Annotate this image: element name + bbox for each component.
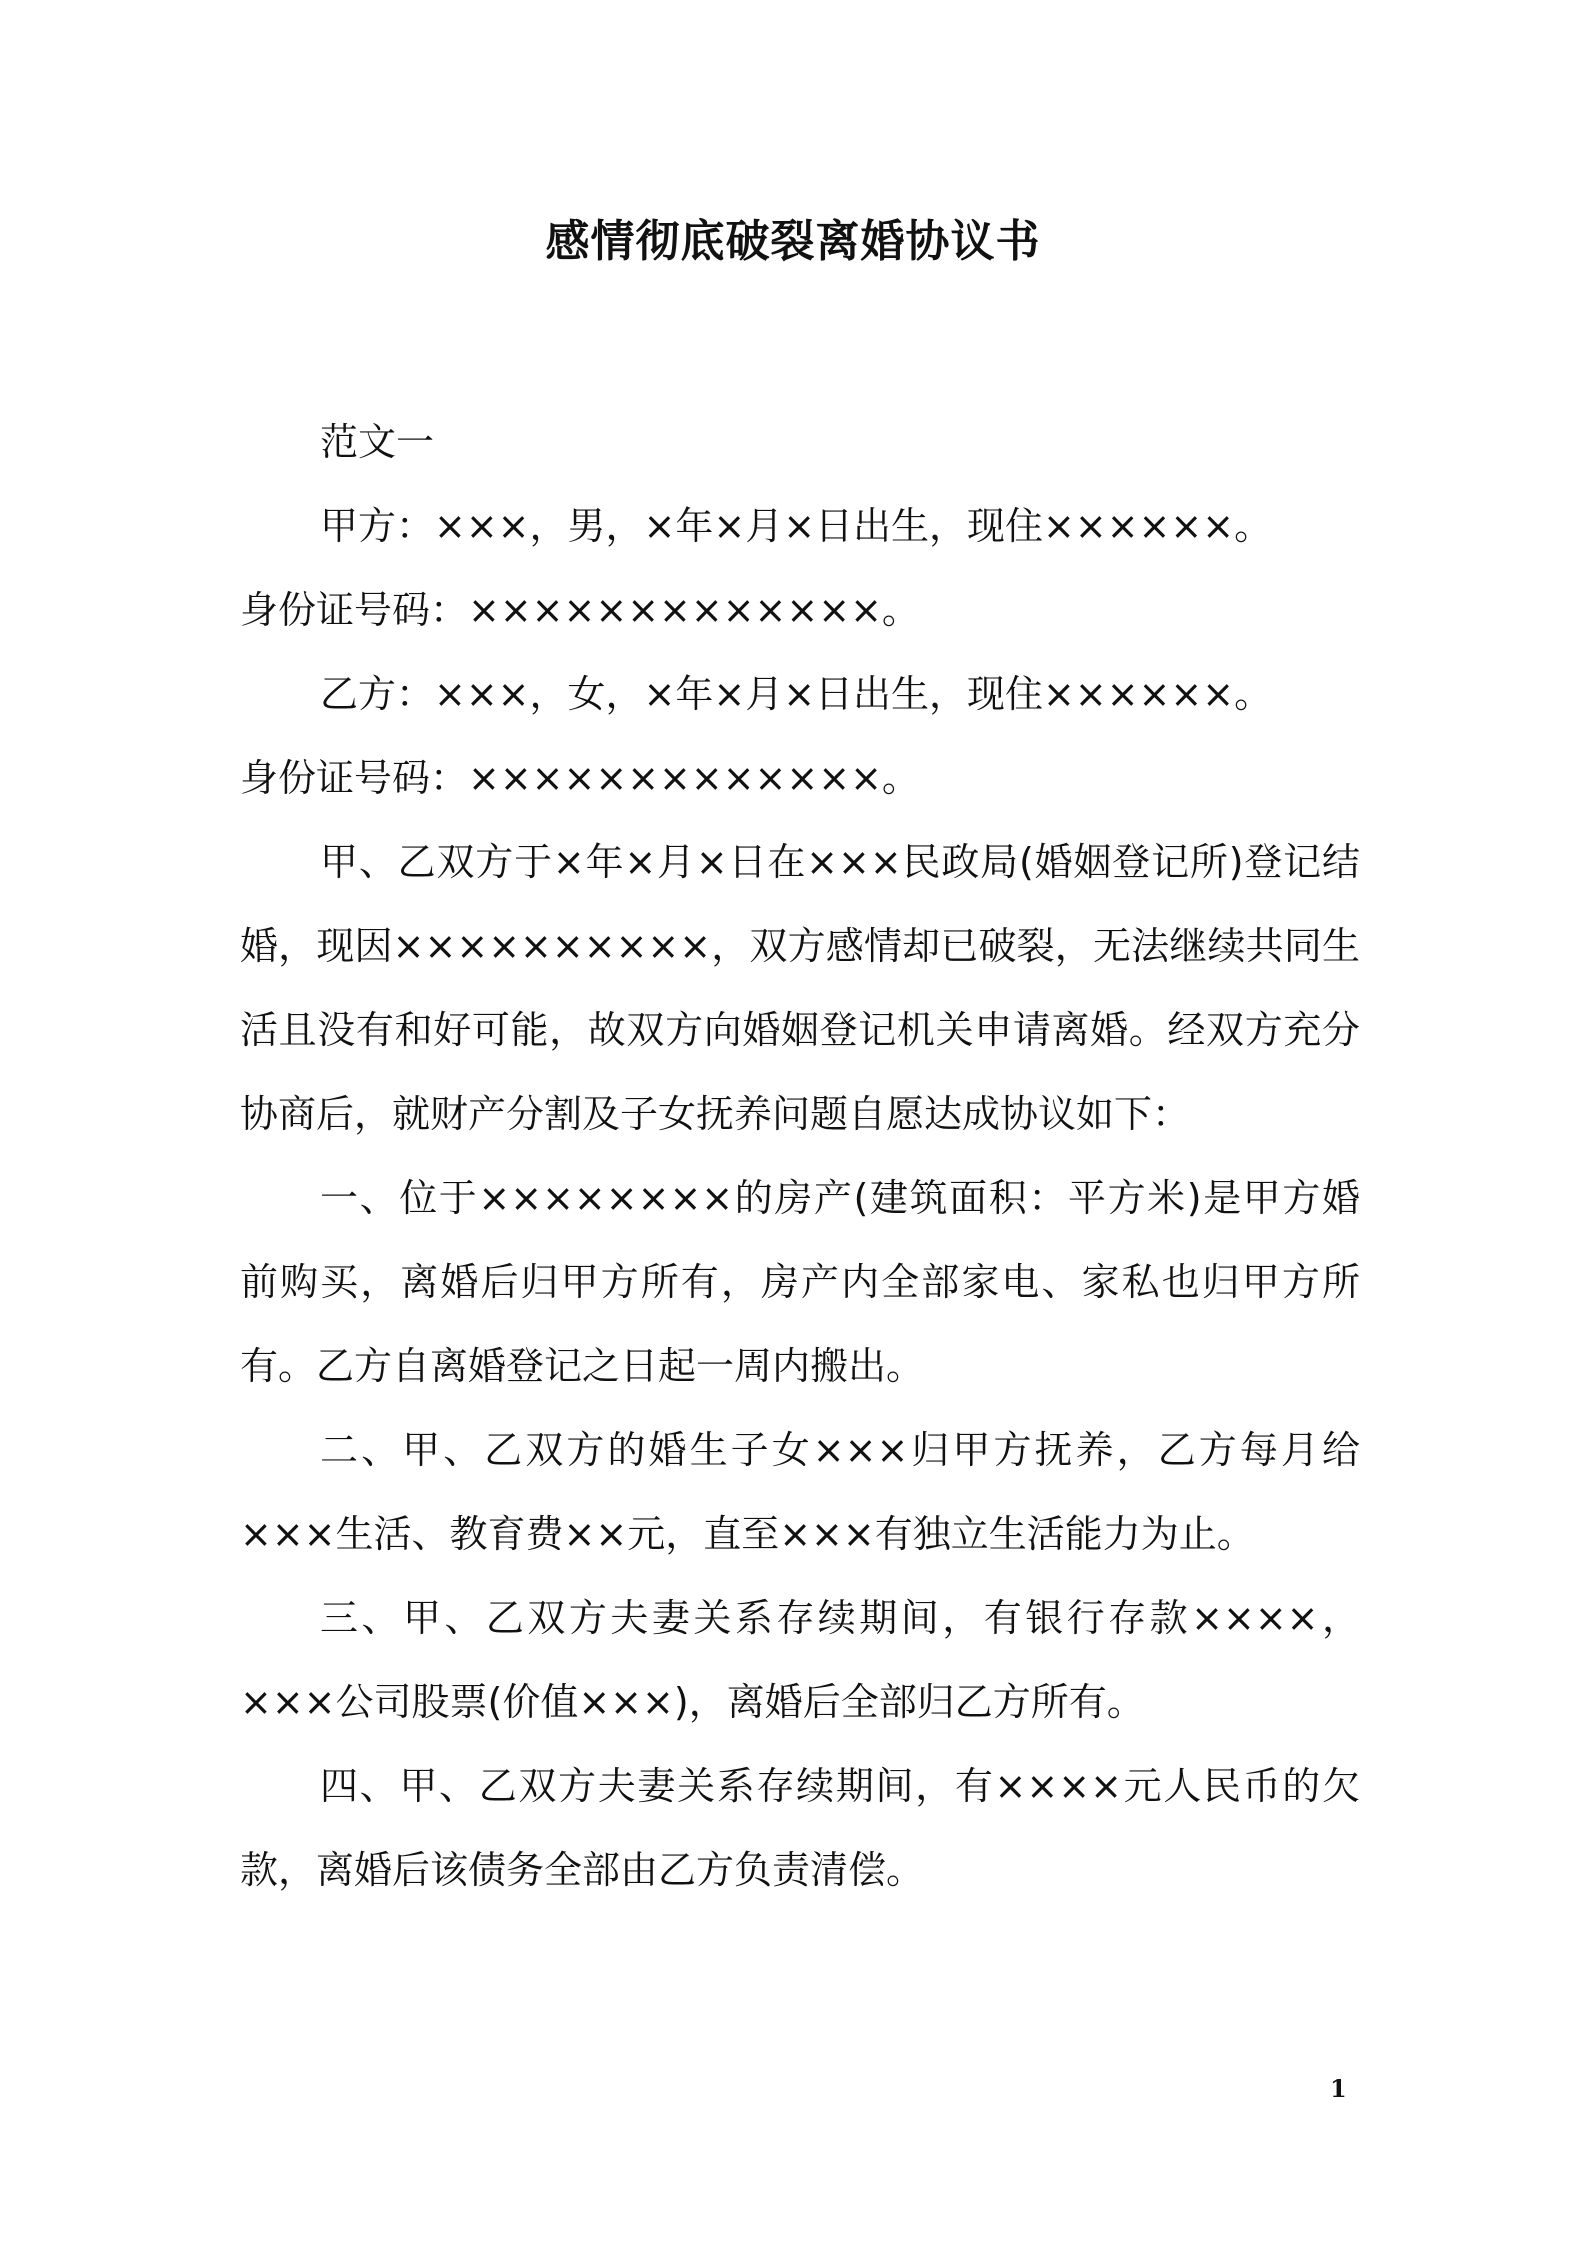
paragraph-party-a: 甲方：×××，男，×年×月×日出生，现住××××××。 [320, 504, 1273, 548]
paragraph-party-a-id: 身份证号码：×××××××××××××。 [240, 588, 920, 632]
paragraph-party-b-id: 身份证号码：×××××××××××××。 [240, 756, 920, 800]
paragraph-marriage-background: 甲、乙双方于×年×月×日在×××民政局(婚姻登记所)登记结婚，现因××××××××××，双方感情却已破裂，无法继续共同生活且没有和好可能，故双方向婚姻登记机关申请离婚。经双方充分协商后，就财产分割及子女抚养问题自愿达成协议如下： [240, 840, 1360, 1136]
document-body [240, 400, 1360, 1912]
paragraph-sample-label: 范文一 [320, 420, 435, 464]
paragraph-clause-1: 一、位于××××××××的房产(建筑面积：平方米)是甲方婚前购买，离婚后归甲方所有，房产内全部家电、家私也归甲方所有。乙方自离婚登记之日起一周内搬出。 [240, 1176, 1360, 1388]
document-title: 感情彻底破裂离婚协议书 [545, 216, 1041, 267]
paragraph-party-b: 乙方：×××，女，×年×月×日出生，现住××××××。 [320, 672, 1273, 716]
paragraph-clause-2: 二、甲、乙双方的婚生子女×××归甲方抚养，乙方每月给×××生活、教育费××元，直至×××有独立生活能力为止。 [240, 1428, 1360, 1556]
paragraph-clause-3: 三、甲、乙双方夫妻关系存续期间，有银行存款××××，×××公司股票(价值×××)，离婚后全部归乙方所有。 [240, 1596, 1360, 1724]
paragraph-clause-4: 四、甲、乙双方夫妻关系存续期间，有××××元人民币的欠款，离婚后该债务全部由乙方负责清偿。 [240, 1764, 1360, 1892]
page-number: 1 [1330, 2074, 1347, 2103]
